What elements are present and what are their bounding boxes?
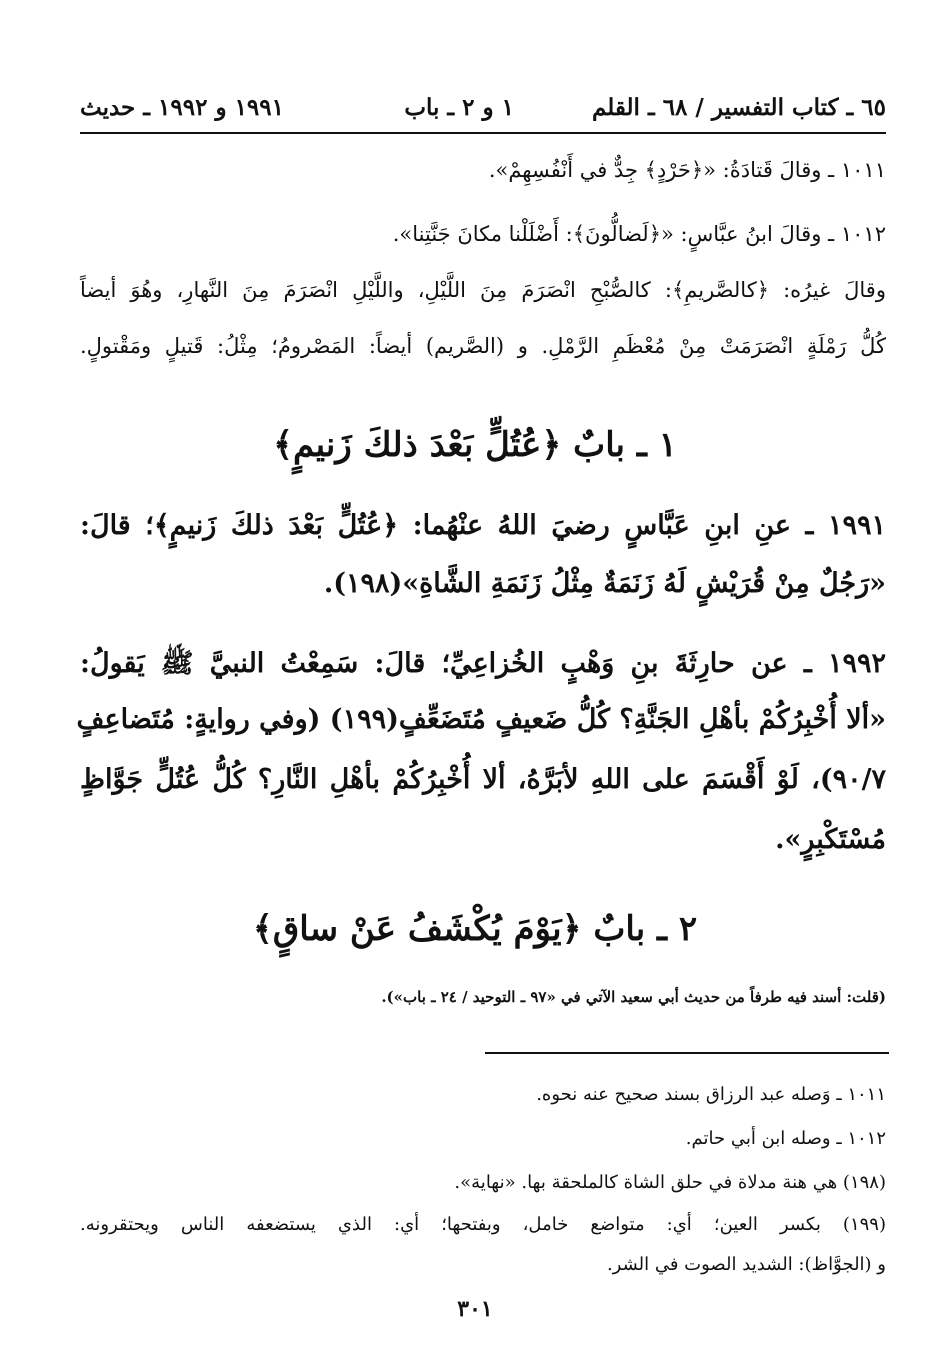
hadith-1992-line-4: مُسْتَكْبِرٍ». bbox=[775, 824, 886, 855]
footnote-198: (١٩٨) هي هنة مدلاة في حلق الشاة كالملحقة بها. «نهاية». bbox=[454, 1172, 886, 1193]
hadith-1992-line-2: «ألا أُخْبِرُكُمْ بأهْلِ الجَنَّةِ؟ كُلُّ ضَعيفٍ مُتَضَعِّفٍ(١٩٩) (وفي روايةٍ: مُتَضاعِفٍ bbox=[76, 704, 886, 735]
text-line-1011: ١٠١١ ـ وقالَ قَتادَةُ: «﴿حَرْدٍ﴾ جِدٌّ في أَنْفُسِهِمْ». bbox=[488, 158, 886, 182]
page-number: ٣٠١ bbox=[457, 1296, 493, 1322]
editor-note: (قلت: أسند فيه طرفاً من حديث أبي سعيد الآتي في «٩٧ ـ التوحيد / ٢٤ ـ باب»). bbox=[381, 988, 886, 1006]
hadith-1992-line-1: ١٩٩٢ ـ عن حارِثَةَ بنِ وَهْبٍ الخُزاعِيِّ؛ قالَ: سَمِعْتُ النبيَّ ﷺ يَقولُ: bbox=[80, 648, 886, 679]
footnote-199-line-2: و (الجوَّاظ): الشديد الصوت في الشر. bbox=[606, 1254, 886, 1275]
running-header bbox=[80, 92, 886, 134]
text-line-other-1: وقالَ غيرُه: ﴿كالصَّريمِ﴾: كالصُّبْحِ انْصَرَمَ مِنَ اللَّيْلِ، واللَّيْلِ انْصَرَمَ مِنَ النَّهارِ، وهُوَ أيضاً bbox=[80, 278, 886, 302]
footnote-divider bbox=[485, 1052, 889, 1054]
chapter-heading-2: ٢ ـ بابٌ ﴿يَوْمَ يُكْشَفُ عَنْ ساقٍ﴾ bbox=[252, 909, 698, 949]
text-line-other-2: كُلُّ رَمْلَةٍ انْصَرَمَتْ مِنْ مُعْظَمِ الرَّمْلِ. و (الصَّريم) أيضاً: المَصْرومُ؛ مِثْلُ: قَتيلٍ ومَقْتولٍ. bbox=[80, 334, 886, 358]
hadith-1991-line-1: ١٩٩١ ـ عنِ ابنِ عَبَّاسٍ رضيَ اللهُ عنْهُما: ﴿عُتُلٍّ بَعْدَ ذلكَ زَنيمٍ﴾؛ قالَ: bbox=[80, 510, 886, 541]
footnote-1011: ١٠١١ ـ وَصله عبد الرزاق بسند صحيح عنه نحوه. bbox=[536, 1084, 886, 1105]
header-chapters-range: ١ و ٢ ـ باب bbox=[404, 94, 514, 121]
footnote-1012: ١٠١٢ ـ وصله ابن أبي حاتم. bbox=[685, 1128, 886, 1149]
hadith-1991-line-2: «رَجُلٌ مِنْ قُرَيْشٍ لَهُ زَنَمَةٌ مِثْلُ زَنَمَةِ الشَّاةِ»(١٩٨). bbox=[323, 568, 886, 599]
header-hadith-range: ١٩٩١ و ١٩٩٢ ـ حديث bbox=[80, 94, 284, 121]
chapter-heading-1: ١ ـ بابٌ ﴿عُتُلٍّ بَعْدَ ذلكَ زَنيمٍ﴾ bbox=[273, 425, 677, 465]
footnote-199-line-1: (١٩٩) بكسر العين؛ أي: متواضع خامل، وبفتحها؛ أي: الذي يستضعفه الناس ويحتقرونه. bbox=[80, 1214, 886, 1235]
hadith-1992-line-3: ٩٠/٧)، لَوْ أَقْسَمَ على اللهِ لأبَرَّهُ، ألا أُخْبِرُكُمْ بأهْلِ النَّارِ؟ كُلُّ عُتُلٍّ جَوَّاظٍ bbox=[80, 764, 886, 795]
header-chapter: ٦٥ ـ كتاب التفسير / ٦٨ ـ القلم bbox=[591, 94, 886, 121]
text-line-1012: ١٠١٢ ـ وقالَ ابنُ عبَّاسٍ: «﴿لَضالُّونَ﴾: أَضْلَلْنا مكانَ جَنَّتِنا». bbox=[392, 222, 886, 246]
